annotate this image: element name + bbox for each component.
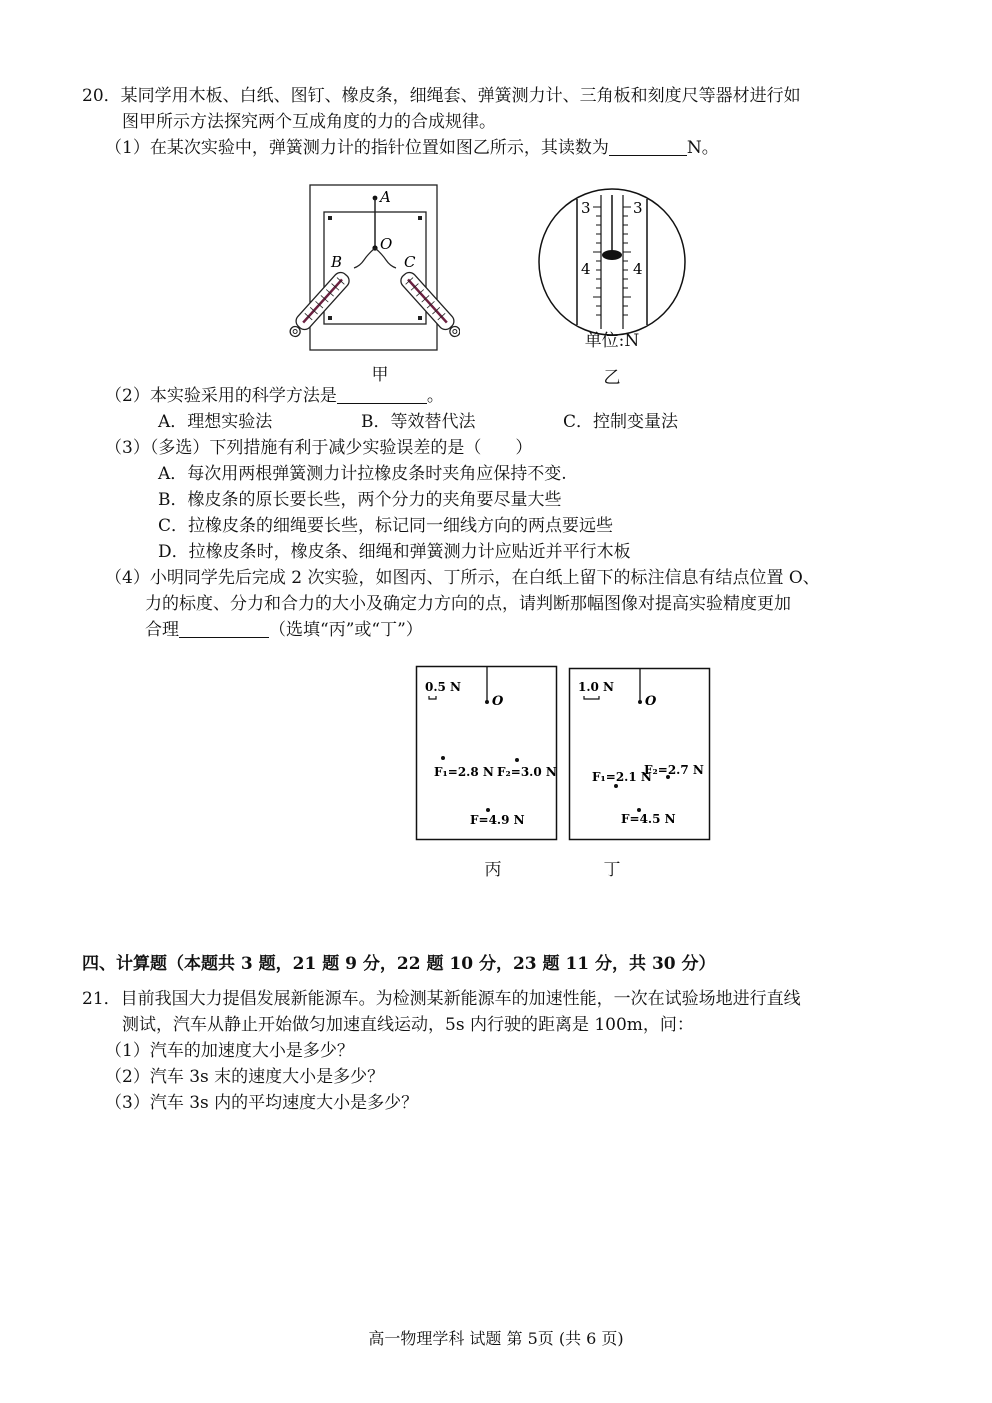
- scale-pointer: [602, 250, 622, 260]
- figure-bing: [415, 665, 560, 843]
- q20-part3-option-c: C．拉橡皮条的细绳要长些，标记同一细线方向的两点要远些: [158, 516, 614, 536]
- figure-ding: [568, 667, 713, 843]
- q21-part3: （3）汽车 3s 内的平均速度大小是多少？: [105, 1093, 419, 1113]
- q20-part3-option-a: A．每次用两根弹簧测力计拉橡皮条时夹角应保持不变.: [158, 464, 567, 484]
- q21-line1: 21．目前我国大力提倡发展新能源车。为检测某新能源车的加速性能，一次在试验场地进行直线: [82, 989, 801, 1009]
- bing-f-label: F=4.9 N: [470, 813, 525, 827]
- answer-blank-2[interactable]: [337, 385, 427, 404]
- q20-part2-option-a: A．理想实验法: [158, 412, 273, 432]
- q20-part2-option-c: C．控制变量法: [563, 412, 679, 432]
- q20-part2-option-b: B．等效替代法: [361, 412, 476, 432]
- q21-part1: （1）汽车的加速度大小是多少？: [105, 1041, 354, 1061]
- bing-scale-label: 0.5 N: [425, 680, 462, 694]
- q20-part2-end: 。: [426, 386, 444, 406]
- q20-part2-text: （2）本实验采用的科学方法是: [105, 386, 337, 406]
- q20-part3-option-b: B．橡皮条的原长要长些，两个分力的夹角要尽量大些: [158, 490, 562, 510]
- ding-knot-o: [638, 700, 642, 704]
- label-c: C: [404, 253, 416, 271]
- q20-part1-unit: N。: [686, 138, 719, 158]
- label-b: B: [331, 253, 343, 271]
- q20-part4-line3-text: 合理: [145, 620, 179, 640]
- caption-yi: 乙: [603, 368, 621, 388]
- label-a: A: [380, 188, 391, 206]
- q20-part4-line3: [145, 618, 423, 642]
- q20-part4-line2: 力的标度、分力和合力的大小及确定力方向的点，请判断那幅图像对提高实验精度更加: [145, 594, 791, 614]
- ding-f-label: F=4.5 N: [621, 812, 676, 826]
- tick-3-right: 3: [633, 199, 643, 217]
- section-heading: 四、计算题（本题共 3 题，21 题 9 分，22 题 10 分，23 题 11 分，共 30 分）: [82, 954, 716, 974]
- q20-part4-line1: （4）小明同学先后完成 2 次实验，如图丙、丁所示，在白纸上留下的标注信息有结点位置 O、: [105, 568, 820, 588]
- ding-f1-label: F₁=2.1 N: [592, 770, 652, 784]
- ding-scale-label: 1.0 N: [578, 680, 615, 694]
- bing-f1-label: F₁=2.8 N: [434, 765, 494, 779]
- unit-label: 单位:N: [584, 331, 640, 351]
- bing-o-label: O: [492, 694, 504, 709]
- q20-part1-text: （1）在某次实验中，弹簧测力计的指针位置如图乙所示，其读数为: [105, 138, 609, 158]
- caption-jia: 甲: [371, 365, 389, 385]
- q20-line2: 图甲所示方法探究两个互成角度的力的合成规律。: [122, 112, 496, 132]
- label-o: O: [380, 235, 393, 253]
- q20-part3-option-d: D．拉橡皮条时，橡皮条、细绳和弹簧测力计应贴近并平行木板: [158, 542, 631, 562]
- q21-part2: （2）汽车 3s 末的速度大小是多少？: [105, 1067, 385, 1087]
- bing-f2-label: F₂=3.0 N: [497, 765, 557, 779]
- q20-line1: 20．某同学用木板、白纸、图钉、橡皮条，细绳套、弹簧测力计、三角板和刻度尺等器材进行如: [82, 86, 801, 106]
- answer-blank-4[interactable]: [179, 619, 269, 638]
- ding-f2-label: F₂=2.7 N: [644, 763, 704, 777]
- ding-o-label: O: [645, 694, 657, 709]
- caption-bing: 丙: [484, 860, 502, 880]
- tick-4-left: 4: [581, 260, 591, 278]
- spring-scale-right: [398, 270, 460, 341]
- q20-part3: （3）（多选）下列措施有利于减少实验误差的是（ ）: [105, 438, 533, 458]
- q20-part4-line3-hint: （选填“丙”或“丁”）: [269, 620, 423, 640]
- tick-4-right: 4: [633, 260, 643, 278]
- answer-blank-1[interactable]: [609, 137, 687, 156]
- page-footer: 高一物理学科 试题 第 5页 (共 6 页): [368, 1329, 624, 1348]
- bing-knot-o: [485, 700, 489, 704]
- q21-line2: 测试，汽车从静止开始做匀加速直线运动，5s 内行驶的距离是 100m，问：: [122, 1015, 694, 1035]
- board-outer: [310, 185, 437, 350]
- spring-scale-left: [286, 270, 352, 341]
- figure-jia: [280, 178, 460, 358]
- tick-3-left: 3: [581, 199, 591, 217]
- caption-ding: 丁: [603, 860, 621, 880]
- q20-part2: [105, 384, 444, 408]
- q20-part1: [105, 136, 719, 160]
